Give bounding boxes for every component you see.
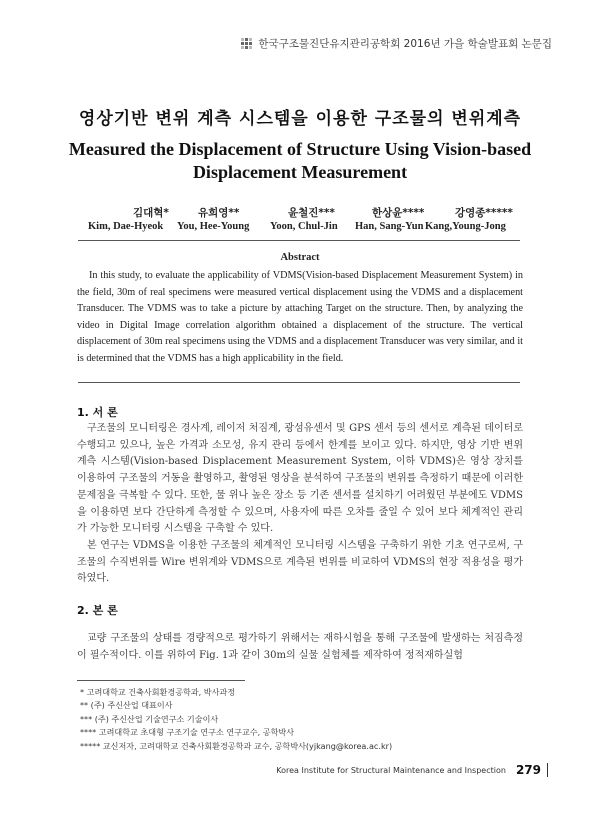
author-name-en: Kim, Dae-Hyeok [88,221,164,232]
author-name-en: Kang,Young-Jong [425,221,506,232]
footnote: **** 고려대학교 초대형 구조기술 연구소 연구교수, 공학박사 [80,727,295,738]
divider-top [78,240,520,241]
footnote-divider [77,680,245,681]
footer-bar [547,763,548,777]
footnotes [80,686,392,753]
footer-institute: Korea Institute for Structural Maintenance and Inspection [276,765,506,775]
title-korean: 영상기반 변위 계측 시스템을 이용한 구조물의 변위계측 [78,109,522,129]
section-body-introduction [77,421,523,588]
section-heading-introduction: 1. 서 론 [77,406,118,419]
paragraph: 구조물의 모니터링은 경사계, 레이저 처짐계, 광섬유센서 및 GPS 센서 등의 센서로 계측된 데이터로 수행되고 있으나, 높은 가격과 소모성, 유지 관리 등에서 한계를 보이고 있다. 하지만, 영상 기반 변위 계측 시스템(Vision-based Displacement Measurement System, 이하 VDMS)은 영상 장치를 이용하여 구조물의 거동을 촬영하고, 촬영된 영상을 분석하여 구조물의 변위를 측정하기 때문에 이러한 문제점을 극복할 수 있다. 또한, 물 위나 높은 장소 등 기존 센서를 설치하기 어려웠던 부분에도 VDMS을 이용하면 보다 간단하게 측정할 수 있으며, 사용자에 따른 오차를 줄일 수 있어 보다 체계적인 관리가 가능한 모니터링 시스템을 구축할 수 있다. [77,423,523,535]
paragraph: 본 연구는 VDMS을 이용한 구조물의 체계적인 모니터링 시스템을 구축하기 위한 기초 연구로써, 구조물의 수직변위를 Wire 변위계와 VDMS으로 계측된 변위를 비교하여 VDMS의 현장 적용성을 평가하였다. [77,539,523,585]
paragraph: 교량 구조물의 상태를 경량적으로 평가하기 위해서는 재하시험을 통해 구조물에 발생하는 처짐측정이 필수적이다. 이를 위하여 Fig. 1과 같이 30m의 실물 실험체를 제작하여 정적재하실험 [77,633,523,661]
logo-dots-icon [241,38,252,49]
section-body-main [77,631,523,664]
author-name-en: You, Hee-Young [177,221,250,232]
author-name-en: Han, Sang-Yun [355,221,424,232]
authors-english [0,221,600,235]
title-english-line2: Displacement Measurement [192,162,408,182]
footnote: ***** 교신저자, 고려대학교 건축사회환경공학과 교수, 공학박사(yjkang@korea.ac.kr) [80,740,393,751]
abstract-text: In this study, to evaluate the applicability of VDMS(Vision-based Displacement Measurement System) in the field, 30m of real specimens were measured vertical displacement using the VDMS and a displacement Transducer. The VDMS was to take a picture by attaching Target on the structure. Then, by analyzing the video in Digital Image correlation algorithm obtained a displacement of the structure. The vertical displacement of 30m real specimens using the VDMS and a displacement Transducer was very similar, and it is determined that the VDMS has a high applicability in the field. [77,270,523,364]
section-heading-main: 2. 본 론 [77,604,118,617]
abstract-body [77,268,523,368]
journal-header [241,36,552,51]
author-name-ko: 강영종***** [455,207,513,219]
authors-korean [0,205,600,219]
author-name-ko: 유희영** [198,207,240,219]
author-name-ko: 한상윤**** [372,207,425,219]
divider-abstract [78,382,520,383]
author-name-en: Yoon, Chul-Jin [270,221,338,232]
title-english-line1: Measured the Displacement of Structure Using Vision-based [68,139,532,159]
abstract-heading: Abstract [280,252,320,263]
journal-name: 한국구조물진단유지관리공학회 2016년 가을 학술발표회 논문집 [258,38,552,50]
footnote: ** (주) 주신산업 대표이사 [80,700,173,711]
page-footer [276,763,548,777]
title-english [60,138,540,184]
author-name-ko: 김대혁* [133,207,169,219]
author-name-ko: 윤철진*** [288,207,335,219]
footnote: * 고려대학교 건축사회환경공학과, 박사과정 [80,687,236,697]
footnote: *** (주) 주신산업 기술연구소 기술이사 [80,713,219,724]
page-number: 279 [515,763,541,777]
